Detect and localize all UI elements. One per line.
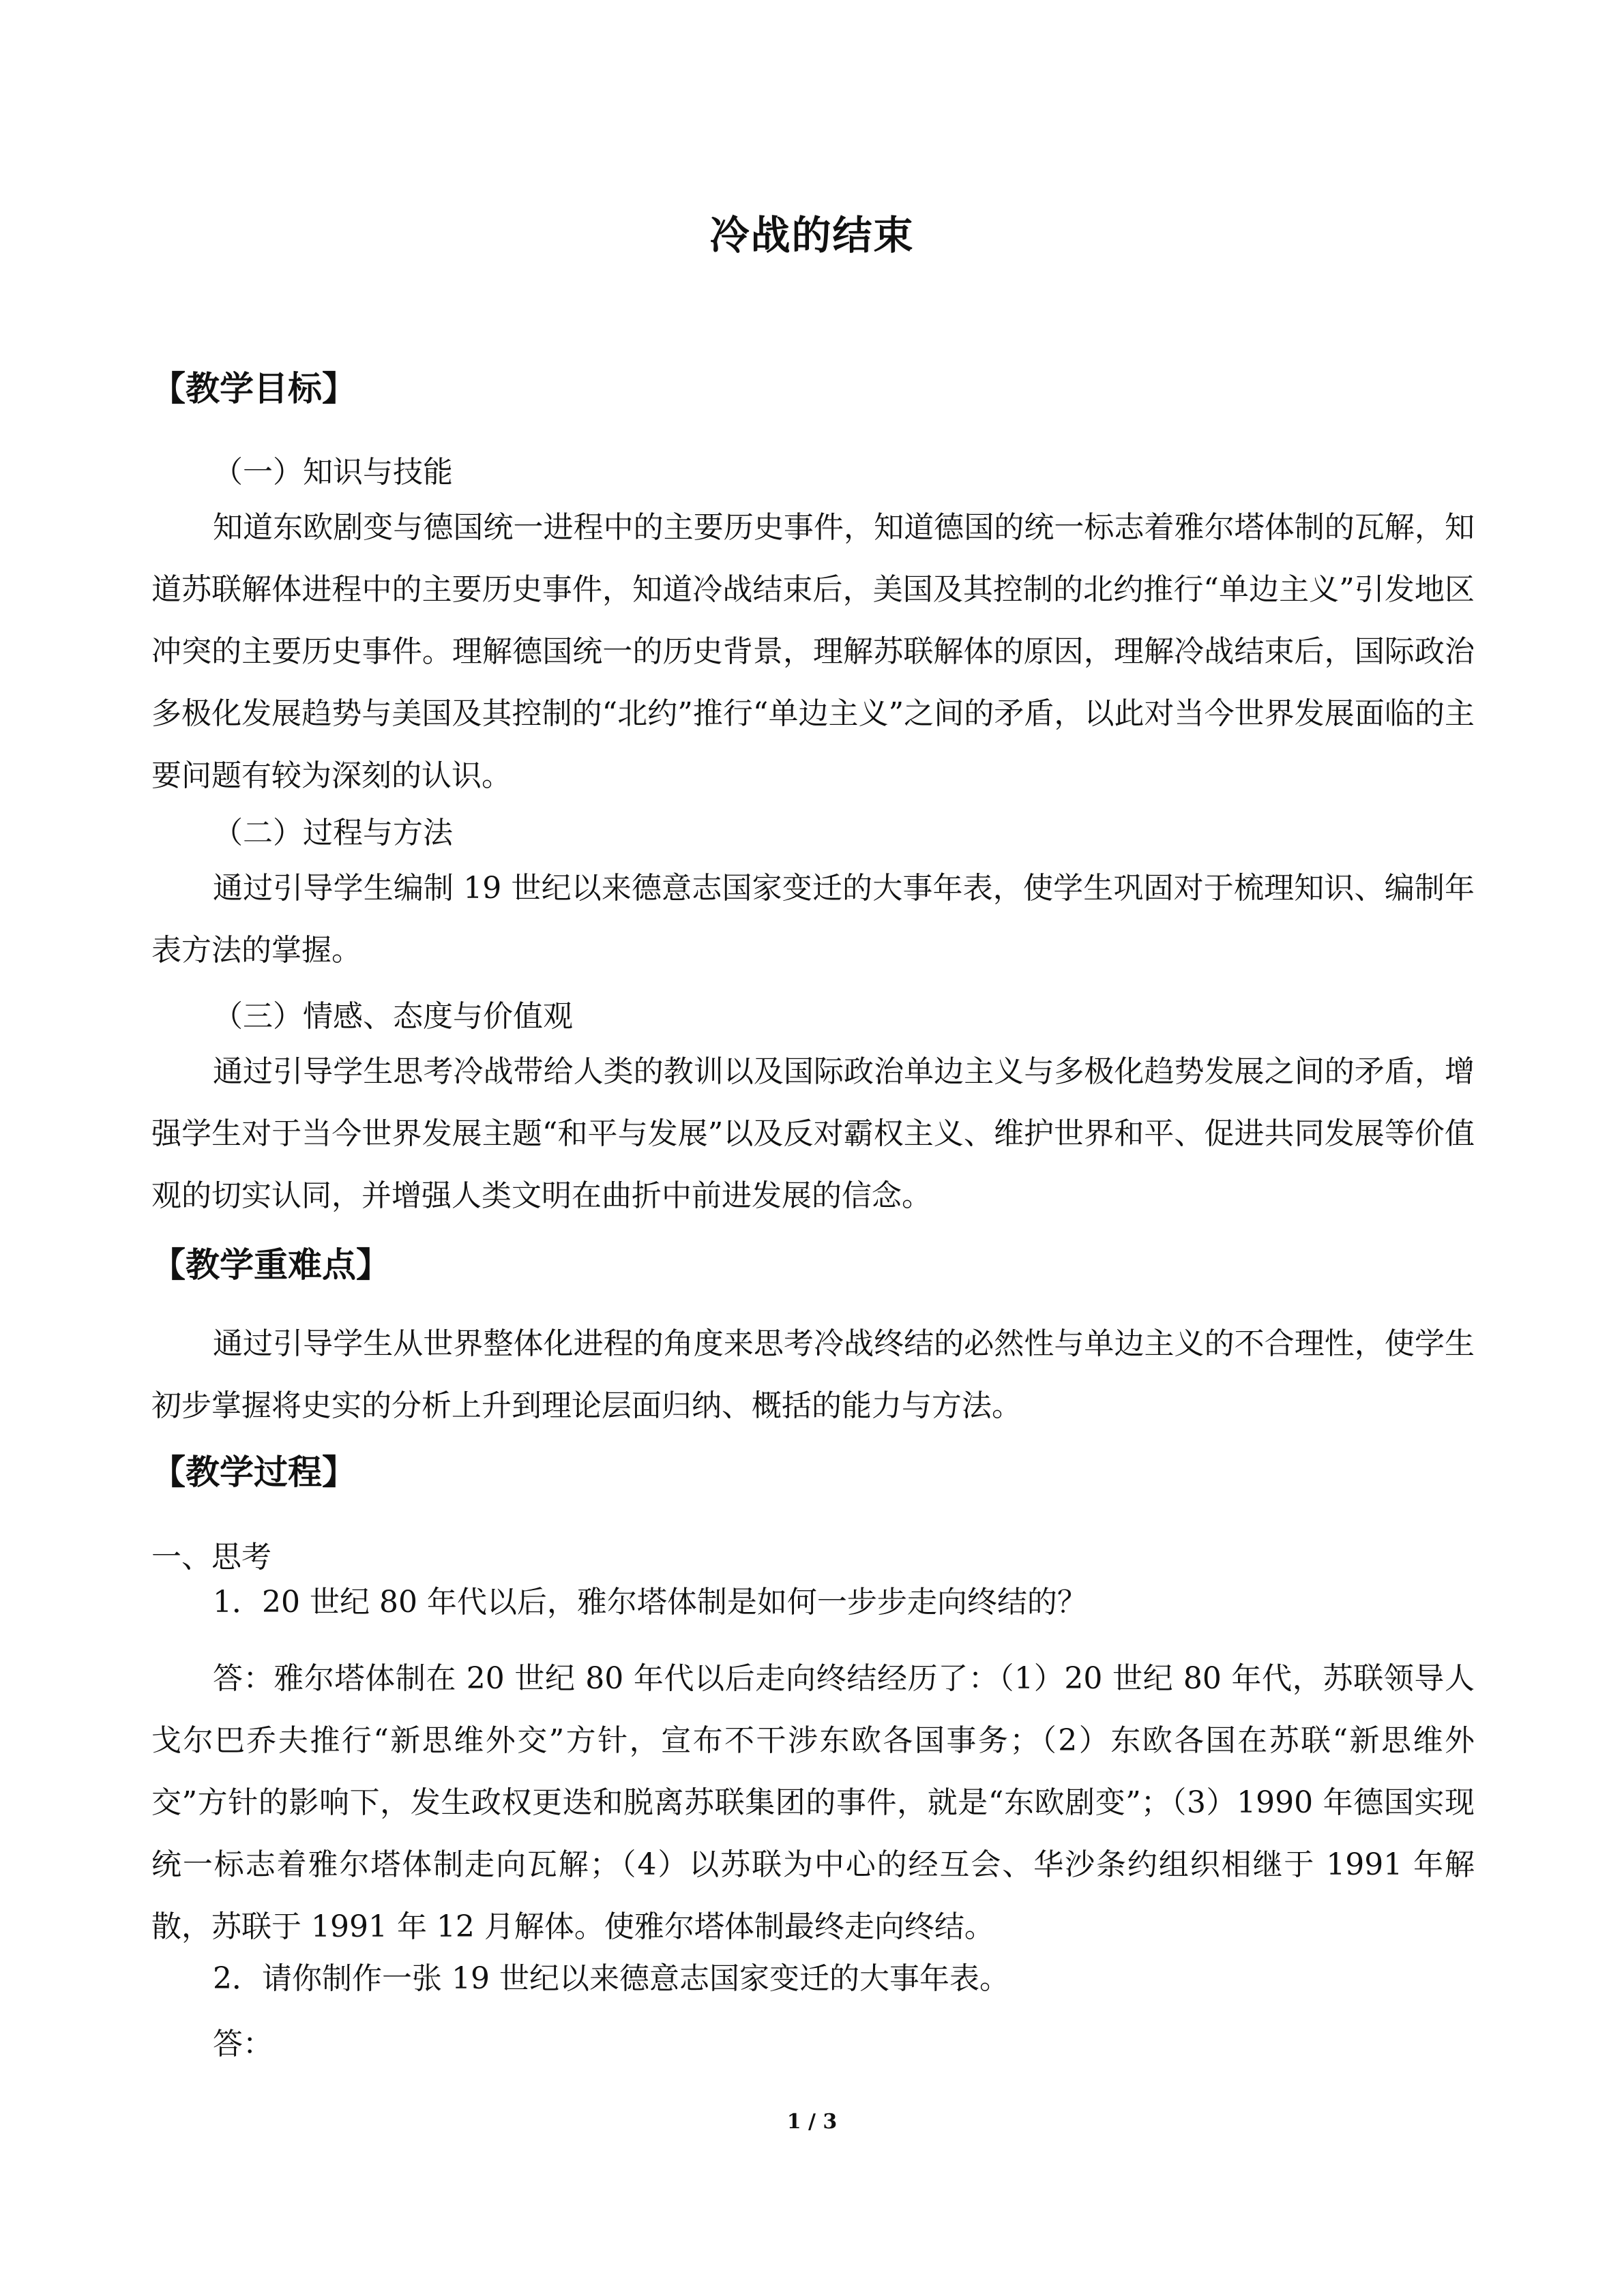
knowledge-paragraph: 知道东欧剧变与德国统一进程中的主要历史事件，知道德国的统一标志着雅尔塔体制的瓦解，知道苏联解体进程中的主要历史事件，知道冷战结束后，美国及其控制的北约推行“单边主义”引发地区冲突的主要历史事件。理解德国统一的历史背景，理解苏联解体的原因，理解冷战结束后，国际政治多极化发展趋势与美国及其控制的“北约”推行“单边主义”之间的矛盾，以此对当今世界发展面临的主要问题有较为深刻的认识。 — [151, 510, 1475, 793]
objectives-heading: 【教学目标】 — [151, 369, 356, 408]
page-number: 1 / 3 — [786, 2110, 838, 2134]
process-paragraph: 通过引导学生编制 19 世纪以来德意志国家变迁的大事年表，使学生巩固对于梳理知识、编制年表方法的掌握。 — [151, 871, 1475, 968]
procedure-heading: 【教学过程】 — [151, 1452, 356, 1492]
answer-1: 答：雅尔塔体制在 20 世纪 80 年代以后走向终结经历了：（1）20 世纪 80 年代，苏联领导人戈尔巴乔夫推行“新思维外交”方针，宣布不干涉东欧各国事务；（2）东欧各国在苏联“新思维外交”方针的影响下，发生政权更迭和脱离苏联集团的事件，就是“东欧剧变”；（3）1990 年德国实现统一标志着雅尔塔体制走向瓦解；（4）以苏联为中心的经互会、华沙条约组织相继于 1991 年解散，苏联于 1991 年 12 月解体。使雅尔塔体制最终走向终结。 — [151, 1661, 1475, 1944]
process-subheading: （二）过程与方法 — [213, 816, 453, 850]
question-1: 1．20 世纪 80 年代以后，雅尔塔体制是如何一步步走向终结的？ — [213, 1585, 1087, 1620]
document-title: 冷战的结束 — [709, 212, 915, 258]
emotion-subheading: （三）情感、态度与价值观 — [213, 999, 573, 1034]
question-2: 2．请你制作一张 19 世纪以来德意志国家变迁的大事年表。 — [213, 1961, 1009, 1996]
answer-2: 答： — [213, 2027, 273, 2061]
key-points-heading: 【教学重难点】 — [151, 1245, 390, 1285]
emotion-paragraph: 通过引导学生思考冷战带给人类的教训以及国际政治单边主义与多极化趋势发展之间的矛盾，增强学生对于当今世界发展主题“和平与发展”以及反对霸权主义、维护世界和平、促进共同发展等价值观的切实认同，并增强人类文明在曲折中前进发展的信念。 — [151, 1054, 1475, 1213]
key-points-paragraph: 通过引导学生从世界整体化进程的角度来思考冷战终结的必然性与单边主义的不合理性，使学生初步掌握将史实的分析上升到理论层面归纳、概括的能力与方法。 — [151, 1326, 1475, 1423]
knowledge-subheading: （一）知识与技能 — [213, 455, 453, 490]
procedure-part-label: 一、思考 — [151, 1540, 271, 1575]
